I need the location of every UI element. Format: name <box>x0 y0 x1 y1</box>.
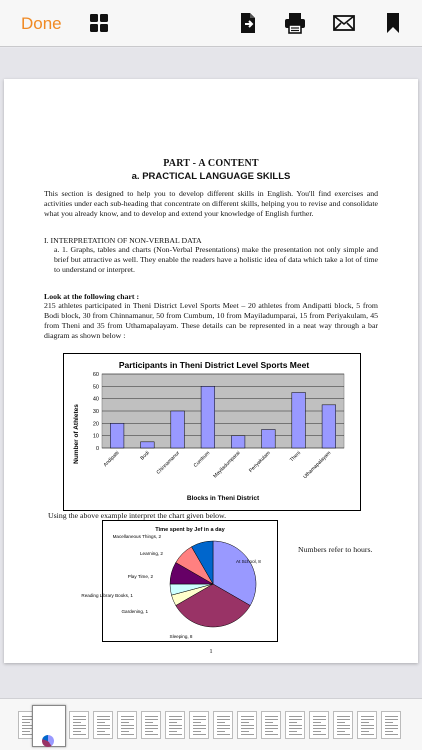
thumbnail-line <box>121 719 134 720</box>
bar-category-label: Theni <box>288 450 303 464</box>
bar-chart-title: Participants in Theni District Level Sports Meet <box>118 360 310 370</box>
thumbnail-line <box>97 719 110 720</box>
bar-ytick-label: 20 <box>92 421 99 428</box>
bookmark-icon[interactable] <box>381 11 405 35</box>
thumbnail-line <box>289 728 302 729</box>
thumbnail-line <box>337 725 350 726</box>
thumbnail-line <box>313 716 326 717</box>
thumbnail-line <box>313 725 326 726</box>
bar-ytick-label: 10 <box>92 433 99 440</box>
thumbnail-line <box>145 728 158 729</box>
thumbnail-line <box>385 728 398 729</box>
thumbnail-line <box>385 722 393 723</box>
thumbnail-line <box>337 731 345 732</box>
thumbnail-line <box>97 728 110 729</box>
subsection-title: I. INTERPRETATION OF NON-VERBAL DATA <box>44 236 202 245</box>
thumbnail-line <box>289 722 297 723</box>
bar-theni <box>292 393 306 449</box>
thumbnail-line <box>97 716 110 717</box>
document-viewer[interactable] <box>0 48 422 698</box>
page-thumbnail[interactable] <box>93 711 113 739</box>
thumbnail-line <box>289 734 302 735</box>
thumbnail-line <box>265 722 273 723</box>
done-button[interactable]: Done <box>21 14 62 33</box>
thumbnail-line <box>145 719 158 720</box>
thumbnail-line <box>241 725 254 726</box>
bar-category-label: Bodi <box>139 450 151 462</box>
thumbnail-line <box>265 716 278 717</box>
pie-chart-svg <box>81 521 277 641</box>
bar-ytick-label: 40 <box>92 396 99 403</box>
thumbnail-line <box>217 728 230 729</box>
thumbnail-line <box>289 725 302 726</box>
thumbnail-line <box>193 734 206 735</box>
print-icon[interactable] <box>283 11 307 35</box>
thumbnail-line <box>121 728 134 729</box>
page-thumbnail[interactable] <box>357 711 377 739</box>
thumbnail-line <box>73 719 86 720</box>
thumbnail-line <box>313 728 326 729</box>
thumbnail-line <box>97 734 110 735</box>
thumbnail-line <box>97 722 105 723</box>
thumbnail-line <box>289 719 302 720</box>
thumbnail-line <box>217 716 230 717</box>
thumbnail-line <box>385 716 398 717</box>
pie-slice-label: Learning, 2 <box>140 551 163 556</box>
page-thumbnail[interactable] <box>309 711 329 739</box>
thumbnail-line <box>169 725 182 726</box>
intro-paragraph: This section is designed to help you to develop different skills in English. You'll find exercises and activities under each sub-heading that concentrate on different skills, helping you to revise and consolidate what you already know, and to develop and extend your knowledge of English further. <box>44 189 378 218</box>
thumbnail-line <box>193 722 201 723</box>
note-text: Numbers refer to hours. <box>298 545 373 554</box>
thumbnail-line <box>73 725 86 726</box>
pie-slice-label: Play Time, 2 <box>127 574 153 579</box>
thumbnail-line <box>241 731 249 732</box>
thumbnail-line <box>265 728 278 729</box>
bar-mayiladumparai <box>231 436 245 448</box>
bar-category-label: Mayiladumparai <box>212 450 242 480</box>
page-thumbnail[interactable] <box>189 711 209 739</box>
thumbnail-line <box>121 731 129 732</box>
thumbnail-line <box>289 716 302 717</box>
thumbnail-line <box>193 716 206 717</box>
thumbnail-line <box>121 722 129 723</box>
bar-ytick-label: 60 <box>92 372 99 378</box>
bar-category-label: Periyakulam <box>248 450 272 474</box>
thumbnail-line <box>265 734 278 735</box>
bar-chart <box>63 353 361 511</box>
bar-chinnamanur <box>171 411 185 448</box>
pie-chart <box>81 520 278 642</box>
thumbnail-line <box>337 734 350 735</box>
thumbnail-line <box>217 722 225 723</box>
thumbnail-line <box>217 731 225 732</box>
bar-ytick-label: 30 <box>92 409 99 415</box>
thumbnail-line <box>145 731 153 732</box>
page-thumbnail[interactable] <box>165 711 185 739</box>
thumbnail-line <box>73 734 86 735</box>
bar-category-label: Chinnamanur <box>155 450 182 476</box>
thumbnail-line <box>145 716 158 717</box>
thumbnail-line <box>361 734 374 735</box>
bar-ytick-label: 0 <box>95 446 99 452</box>
thumbnail-line <box>145 722 153 723</box>
thumbnail-line <box>193 719 206 720</box>
thumbnail-line <box>169 716 182 717</box>
thumbnail-line <box>241 719 254 720</box>
thumbnail-line <box>73 722 81 723</box>
thumbnail-line <box>385 719 398 720</box>
export-icon[interactable] <box>236 11 260 35</box>
thumbnail-line <box>265 725 278 726</box>
bar-chart-svg <box>64 354 360 510</box>
thumbnail-line <box>361 731 369 732</box>
thumbnail-line <box>145 725 158 726</box>
thumbnail-line <box>361 719 374 720</box>
thumbnail-line <box>193 728 206 729</box>
thumbnail-line <box>22 722 30 723</box>
pdf-page <box>4 79 418 663</box>
page-thumbnail[interactable] <box>213 711 233 739</box>
pie-slice-label: Reading Library Books, 1 <box>81 593 133 598</box>
bar-chart-xlabel: Blocks in Theni District <box>186 495 260 502</box>
thumbnail-line <box>241 722 249 723</box>
page-thumbnail[interactable] <box>261 711 281 739</box>
thumbnail-line <box>97 731 105 732</box>
thumbnail-line <box>193 731 201 732</box>
bar-periyakulam <box>262 430 276 449</box>
page-thumbnail[interactable] <box>285 711 305 739</box>
thumbnail-line <box>265 719 278 720</box>
thumbnail-line <box>265 731 273 732</box>
bar-category-label: Uthamapalayam <box>302 450 333 481</box>
thumbnail-line <box>289 731 297 732</box>
thumbnail-line <box>313 734 326 735</box>
thumbnail-line <box>169 731 177 732</box>
bar-category-label: Cumbum <box>192 450 212 469</box>
bar-ytick-label: 50 <box>92 384 99 391</box>
thumbnail-line <box>169 719 182 720</box>
example-instruction: Using the above example interpret the chart given below. <box>48 511 227 520</box>
thumbnail-line <box>241 734 254 735</box>
bar-cumbum <box>201 386 215 448</box>
thumbnail-line <box>73 728 86 729</box>
page-thumbnail-current[interactable] <box>32 705 66 747</box>
thumbnail-line <box>385 731 393 732</box>
thumbnail-line <box>337 716 350 717</box>
page-thumbnail[interactable] <box>333 711 353 739</box>
toolbar <box>0 0 422 47</box>
page-thumbnail[interactable] <box>381 711 401 739</box>
thumbnail-line <box>169 722 177 723</box>
thumbnail-line <box>337 728 350 729</box>
page-number: 1 <box>209 648 213 655</box>
thumbnail-line <box>217 734 230 735</box>
pie-slice-label: At School, 8 <box>236 559 261 564</box>
thumbnail-line <box>313 722 321 723</box>
pie-slice-label: Macellaneous Things, 2 <box>112 534 161 539</box>
thumbnail-line <box>385 725 398 726</box>
thumbnail-strip[interactable] <box>0 698 422 750</box>
thumbnail-line <box>241 716 254 717</box>
page-thumbnail[interactable] <box>141 711 161 739</box>
pie-chart-title: Time spent by Jef in a day <box>155 527 225 533</box>
subsection-paragraph: a. 1. Graphs, tables and charts (Non-Verbal Presentations) make the presentation not only simple and brief but attractive as well. They enable the readers have a holistic idea of data which take a lot of time to understand or interpret. <box>54 245 378 274</box>
thumbnail-line <box>73 731 81 732</box>
thumbnail-line <box>121 716 134 717</box>
bar-uthamapalayam <box>322 405 336 448</box>
thumbnail-line <box>73 716 86 717</box>
thumbnail-line <box>169 734 182 735</box>
bar-andipatti <box>110 423 124 448</box>
bar-category-label: Andipatti <box>102 450 121 469</box>
look-heading: Look at the following chart : <box>44 292 140 301</box>
pie-slice-label: Sleeping, 8 <box>169 634 193 639</box>
athletes-paragraph: 215 athletes participated in Theni District Level Sports Meet – 20 athletes from Andipatti block, 5 from Bodi block, 30 from Chinnamanur, 50 from Cumbum, 10 from Mayiladumparai, 15 from Periyakulam, 45 from Theni and 35 from Uthamapalayam. These details can be represented in a neat way through a bar diagram as shown below : <box>44 301 378 340</box>
thumbnail-line <box>121 725 134 726</box>
part-title: PART - A CONTENT <box>163 158 259 169</box>
thumbnail-line <box>337 722 345 723</box>
grid-icon[interactable] <box>87 11 111 35</box>
thumbnail-line <box>385 734 398 735</box>
page-thumbnail[interactable] <box>117 711 137 739</box>
thumbnail-line <box>217 719 230 720</box>
thumbnail-line <box>22 731 30 732</box>
thumbnail-line <box>361 722 369 723</box>
thumbnail-line <box>361 728 374 729</box>
mail-icon[interactable] <box>332 11 356 35</box>
page-thumbnail[interactable] <box>69 711 89 739</box>
page-thumbnail[interactable] <box>237 711 257 739</box>
pie-slice-label: Gardening, 1 <box>121 609 148 614</box>
thumbnail-line <box>241 728 254 729</box>
thumbnail-line <box>97 725 110 726</box>
thumbnail-line <box>145 734 158 735</box>
bar-chart-ylabel: Number of Athletes <box>73 404 80 464</box>
thumbnail-line <box>337 719 350 720</box>
thumbnail-line <box>217 725 230 726</box>
thumbnail-line <box>313 731 321 732</box>
thumbnail-line <box>361 716 374 717</box>
thumbnail-line <box>121 734 134 735</box>
thumbnail-line <box>193 725 206 726</box>
thumbnail-line <box>169 728 182 729</box>
thumbnail-line <box>313 719 326 720</box>
section-title: a. PRACTICAL LANGUAGE SKILLS <box>131 171 291 182</box>
thumbnail-line <box>361 725 374 726</box>
bar-bodi <box>141 442 155 448</box>
